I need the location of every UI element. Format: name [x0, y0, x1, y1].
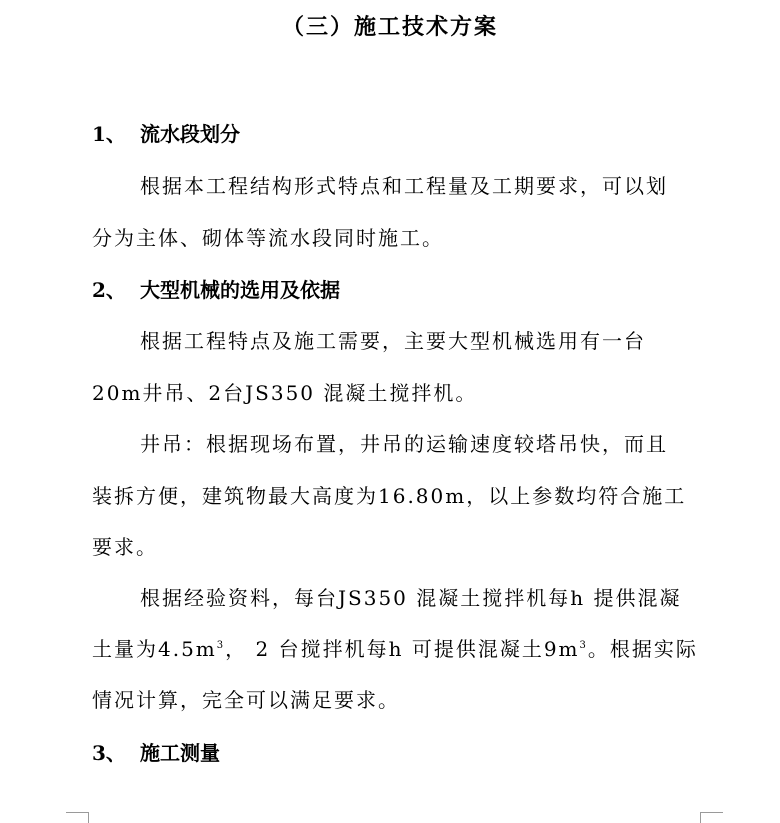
text-segment: 土量为4.5m	[92, 637, 217, 661]
section-2-number: 2、	[92, 278, 126, 302]
text-segment: 。根据实际	[587, 637, 698, 661]
paragraph-line: 根据经验资料，每台JS350 混凝土搅拌机每h 提供混凝	[140, 586, 682, 610]
section-1-title: 流水段划分	[140, 122, 240, 146]
section-1-heading	[92, 118, 240, 147]
section-3-number: 3、	[92, 741, 126, 765]
paragraph-line: 根据工程特点及施工需要，主要大型机械选用有一台	[140, 329, 646, 353]
paragraph-line	[92, 633, 698, 662]
paragraph-line: 分为主体、砌体等流水段同时施工。	[92, 226, 444, 250]
section-3-title: 施工测量	[140, 741, 220, 765]
paragraph-line: 情况计算，完全可以满足要求。	[92, 688, 400, 712]
superscript: 3	[216, 640, 226, 651]
paragraph-line: 20m井吊、2台JS350 混凝土搅拌机。	[92, 381, 478, 405]
margin-corner-mark-right	[700, 812, 723, 823]
paragraph-line: 要求。	[92, 535, 158, 559]
margin-corner-mark-left	[66, 812, 89, 823]
text-segment: ， 2 台搅拌机每h 可提供混凝土9m	[225, 637, 580, 661]
section-2-title: 大型机械的选用及依据	[140, 278, 340, 302]
superscript: 3	[579, 640, 588, 651]
section-3-heading	[92, 737, 220, 766]
section-1-number: 1、	[92, 122, 126, 146]
paragraph-line: 井吊：根据现场布置，井吊的运输速度较塔吊快，而且	[140, 432, 668, 456]
paragraph-line: 根据本工程结构形式特点和工程量及工期要求，可以划	[140, 174, 668, 198]
section-2-heading	[92, 274, 340, 303]
document-title: （三）施工技术方案	[281, 14, 498, 40]
paragraph-line: 装拆方便，建筑物最大高度为16.80m，以上参数均符合施工	[92, 484, 687, 508]
